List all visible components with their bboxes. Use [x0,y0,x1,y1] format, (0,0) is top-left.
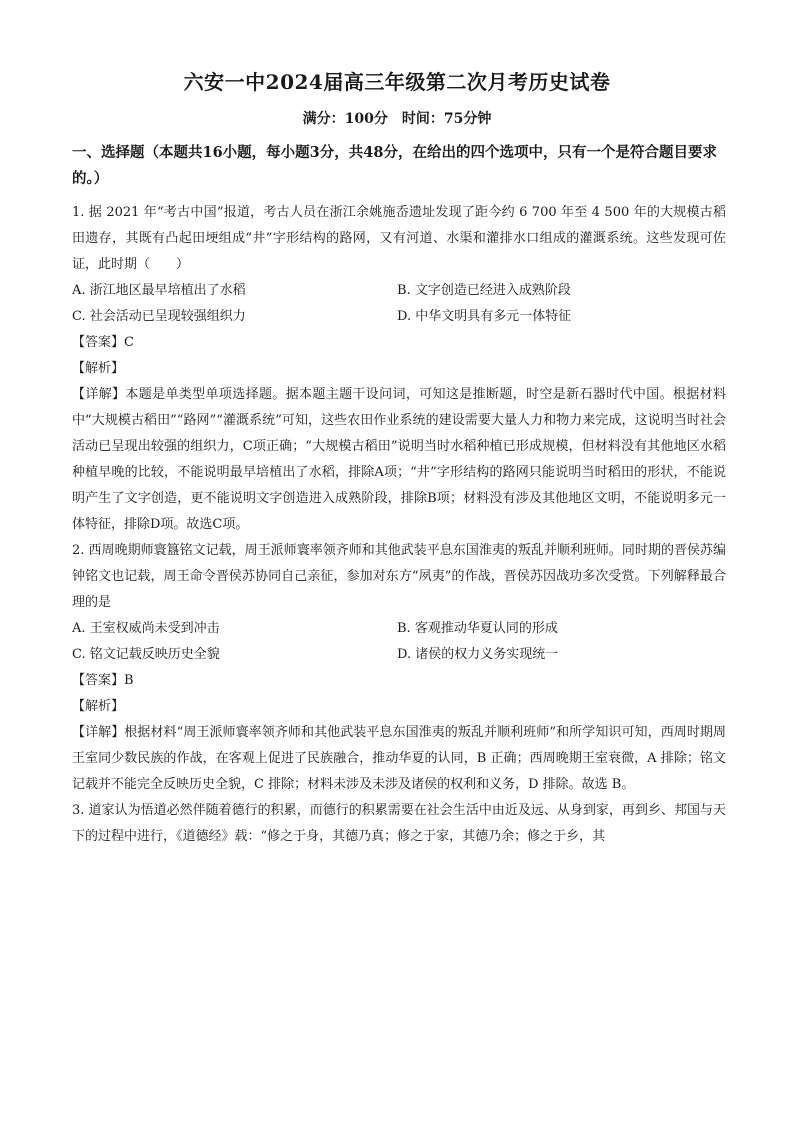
section-heading: 一、选择题（本题共16小题，每小题3分，共48分，在给出的四个选项中，只有一个是符合题目要求的。） [72,144,717,187]
option-d: D. 诸侯的权力义务实现统一 [397,647,559,662]
options-row [72,642,726,668]
question-stem: 1. 据 2021 年“考古中国”报道，考古人员在浙江余姚施岙遗址发现了距今约 6 700 年至 4 500 年的大规模古稻田遗存，其既有凸起田埂组成“井”字形结构的路网，又有河道、水渠和灌排水口组成的灌溉系统。这些发现可佐证，此时期（ ） [72,205,726,272]
page-title: 六安一中2024届高三年级第二次月考历史试卷 [183,70,611,94]
option-d: D. 中华文明具有多元一体特征 [397,309,572,324]
analysis-label: 【解析】 [72,699,125,714]
option-b: B. 文字创造已经进入成熟阶段 [397,283,571,298]
answer: 【答案】B [72,673,134,688]
option-b: B. 客观推动华夏认同的形成 [397,621,558,636]
analysis-text: 【详解】根据材料“周王派师寰率领齐师和其他武装平息东国淮夷的叛乱并顺利班师”和所学知识可知，西周时期周王室同少数民族的作战，在客观上促进了民族融合，推动华夏的认同，B 正确；西周晚期王室衰微，A 排除；铭文记载并不能完全反映历史全貌，C 排除；材料未涉及未涉及诸侯的权利和义务，D 排除。故选 B。 [72,725,726,792]
option-c: C. 铭文记载反映历史全貌 [72,647,220,662]
questions-body [72,200,726,850]
option-a: A. 王室权威尚未受到冲击 [72,621,220,636]
analysis-label: 【解析】 [72,361,125,376]
options-row [72,304,726,330]
option-a: A. 浙江地区最早培植出了水稻 [72,283,246,298]
analysis-text: 【详解】本题是单类型单项选择题。据本题主题干设问词，可知这是推断题，时空是新石器时代中国。根据材料中“大规模古稻田”“路网”“灌溉系统”可知，这些农田作业系统的建设需要大量人力和物力来完成，这说明当时社会活动已呈现出较强的组织力，C项正确；“大规模古稻田”说明当时水稻种植已形成规模，但材料没有其他地区水稻种植早晚的比较，不能说明最早培植出了水稻，排除A项；“井”字形结构的路网只能说明当时稻田的形状，不能说明产生了文字创造，更不能说明文字创造进入成熟阶段，排除B项；材料没有涉及其他地区文明，不能说明多元一体特征，排除D项。故选C项。 [72,387,726,532]
question-stem: 2. 西周晚期师寰簋铭文记载，周王派师寰率领齐师和其他武装平息东国淮夷的叛乱并顺利班师。同时期的晋侯苏编钟铭文也记载，周王命令晋侯苏协同自己亲征，参加对东方“夙夷”的作战，晋侯苏因战功多次受赏。下列解释最合理的是 [72,543,726,610]
question-stem: 3. 道家认为悟道必然伴随着德行的积累，而德行的积累需要在社会生活中由近及远、从身到家，再到乡、邦国与天下的过程中进行，《道德经》载：“修之于身，其德乃真；修之于家，其德乃余；修之于乡，其 [72,803,726,844]
options-row [72,278,726,304]
answer: 【答案】C [72,335,134,350]
option-c: C. 社会活动已呈现较强组织力 [72,309,246,324]
options-row [72,616,726,642]
exam-info: 满分：100分 时间：75分钟 [302,111,492,127]
